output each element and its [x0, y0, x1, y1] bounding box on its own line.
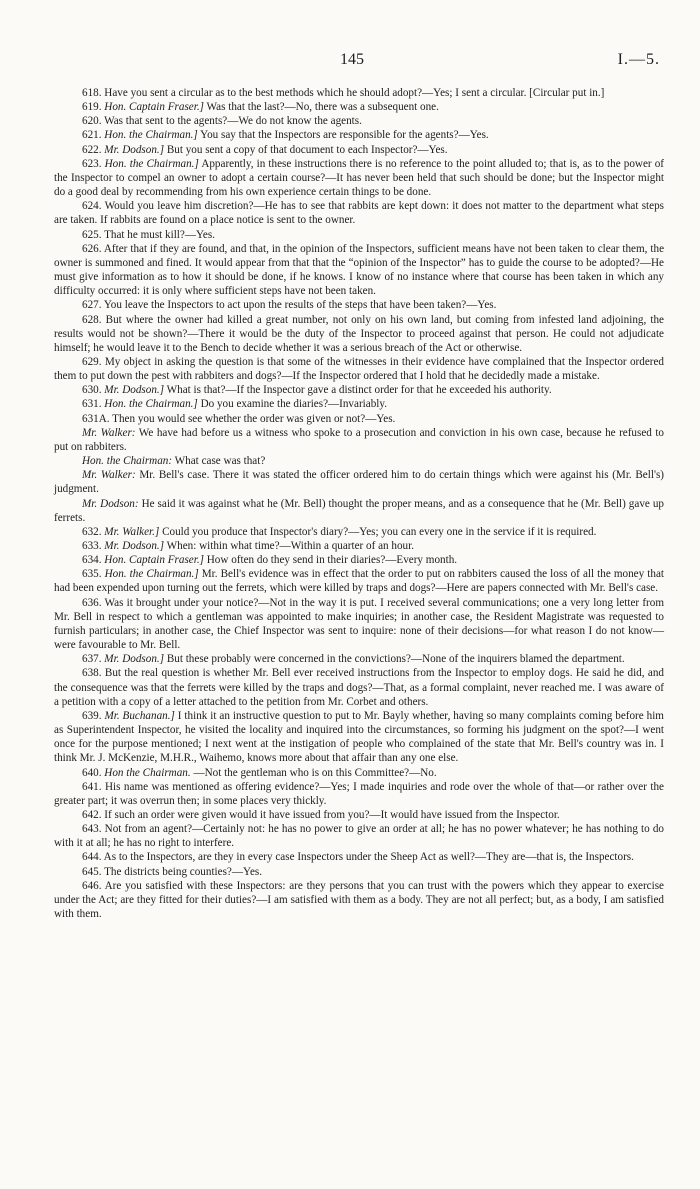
- evidence-paragraph: [54, 454, 664, 468]
- evidence-paragraph: [54, 397, 664, 411]
- paragraph-text: You leave the Inspectors to act upon the results of the steps that have been taken?—Yes.: [103, 299, 497, 312]
- question-number: 637.: [82, 653, 102, 666]
- question-number: 645.: [82, 865, 102, 878]
- speaker-name: Mr. Walker.]: [104, 525, 160, 538]
- evidence-paragraph: [54, 497, 664, 525]
- question-number: 644.: [82, 851, 102, 864]
- speaker-name: Mr. Walker:: [82, 469, 136, 482]
- question-number: 630.: [82, 384, 102, 397]
- speaker-name: Mr. Dodson.]: [104, 384, 165, 397]
- evidence-paragraph: [54, 114, 664, 128]
- paragraph-text: His name was mentioned as offering evidence?—Yes; I made inquiries and rode over the whole of that—or rather over the greater part; it was overrun then; in some places very thickly.: [54, 780, 664, 807]
- page-number: 145: [340, 51, 364, 68]
- question-number: 629.: [82, 355, 102, 368]
- question-number: 620.: [82, 115, 102, 128]
- speaker-name: Hon. the Chairman.]: [104, 568, 199, 581]
- paragraph-text: Apparently, in these instructions there is no reference to the point alluded to; that is, as to the power of the Inspector to compel an owner to adopt a certain course?—It has never been held that such should be done; but the Inspector might do a good deal by recommending from his own experience certain things to be done.: [54, 157, 665, 199]
- paragraph-text: Then you would see whether the order was given or not?—Yes.: [112, 412, 396, 425]
- paragraph-text: What case was that?: [174, 455, 266, 468]
- question-number: 638.: [82, 667, 102, 680]
- evidence-paragraph: [54, 865, 664, 879]
- question-number: 631A.: [82, 412, 110, 425]
- paragraph-text: Was that sent to the agents?—We do not know the agents.: [104, 115, 362, 128]
- question-number: 625.: [82, 228, 102, 241]
- speaker-name: Mr. Dodson:: [82, 497, 139, 510]
- evidence-paragraph: [54, 822, 664, 850]
- evidence-paragraph: [54, 525, 664, 539]
- question-number: 642.: [82, 808, 102, 821]
- speaker-name: Hon. the Chairman:: [82, 455, 173, 468]
- evidence-paragraph: [54, 879, 664, 921]
- paragraph-text: If such an order were given would it have issued from you?—It would have issued from the Inspector.: [104, 808, 560, 821]
- speaker-name: Mr. Dodson.]: [104, 540, 165, 552]
- question-number: 626.: [82, 242, 102, 255]
- evidence-paragraph: [54, 242, 664, 299]
- paragraph-text: —Not the gentleman who is on this Committee?—No.: [193, 766, 437, 779]
- evidence-paragraph: [54, 199, 664, 227]
- question-number: 628.: [82, 313, 102, 326]
- question-number: 623.: [82, 157, 102, 170]
- speaker-name: Hon the Chairman.: [104, 766, 191, 779]
- question-number: 632.: [82, 525, 102, 538]
- paragraph-text: You say that the Inspectors are responsible for the agents?—Yes.: [200, 129, 489, 142]
- question-number: 643.: [82, 823, 102, 836]
- question-number: 631.: [82, 398, 102, 411]
- document-reference: I.—5.: [617, 51, 660, 68]
- evidence-paragraph: [54, 766, 664, 780]
- evidence-paragraph: [54, 426, 664, 454]
- evidence-paragraph: [54, 128, 664, 142]
- evidence-paragraph: [54, 808, 664, 822]
- paragraph-text: My object in asking the question is that some of the witnesses in their evidence have complained that the Inspector ordered them to put down the pest with rabbiters and dogs?—If the Inspector ordered that I hold that he decidedly made a mistake.: [54, 355, 664, 383]
- speaker-name: Mr. Walker:: [82, 426, 136, 439]
- question-number: 627.: [82, 299, 102, 312]
- paragraph-text: Would you leave him discretion?—He has to see that rabbits are kept down: it does not matter to the department what steps are taken. If rabbits are found on a place notice is sent to the owner.: [54, 200, 664, 227]
- evidence-paragraph: [54, 666, 664, 708]
- paragraph-text: Was that the last?—No, there was a subsequent one.: [206, 101, 439, 114]
- evidence-paragraph: [54, 539, 664, 553]
- question-number: 639.: [82, 709, 102, 722]
- question-number: 646.: [82, 879, 102, 892]
- paragraph-text: That he must kill?—Yes.: [104, 228, 215, 241]
- question-number: 635.: [82, 568, 102, 581]
- evidence-paragraph: [54, 553, 664, 567]
- evidence-paragraph: [54, 355, 664, 383]
- paragraph-text: Have you sent a circular as to the best methods which he should adopt?—Yes; I sent a circular. [Circular put in.]: [104, 87, 605, 99]
- evidence-paragraph: [54, 780, 664, 808]
- question-number: 634.: [82, 554, 102, 567]
- speaker-name: Mr. Dodson.]: [104, 143, 165, 156]
- speaker-name: Hon. Captain Fraser.]: [104, 554, 204, 567]
- speaker-name: Mr. Dodson.]: [104, 653, 165, 666]
- paragraph-text: We have had before us a witness who spoke to a prosecution and conviction in his own case, because he refused to put on rabbiters.: [54, 426, 664, 453]
- evidence-paragraph: [54, 298, 664, 312]
- paragraph-text: Are you satisfied with these Inspectors: are they persons that you can trust with the powers which they appear to exercise under the Act; are they fitted for their duties?—I am satisfied with them as a body. They are not all perfect; but, as a body, I am satisfied with them.: [54, 879, 664, 921]
- question-number: 624.: [82, 200, 102, 213]
- question-number: 633.: [82, 540, 102, 552]
- paragraph-text: Could you produce that Inspector's diary?—Yes; you can every one in the service if it is required.: [162, 525, 597, 538]
- evidence-text: [54, 86, 664, 921]
- speaker-name: Hon. Captain Fraser.]: [104, 101, 204, 114]
- question-number: 636.: [82, 596, 102, 609]
- evidence-paragraph: [54, 652, 664, 666]
- paragraph-text: Mr. Bell's case. There it was stated the officer ordered him to do certain things which were against his (Mr. Bell's) judgment.: [54, 469, 664, 496]
- paragraph-text: I think it an instructive question to put to Mr. Bayly whether, having so many complaints coming before him as Superintendent Inspector, he visited the locality and inquired into the circumstances, so forming his judgment on the spot?—I went once for the purpose mentioned; I next went at the instigation of people who complained of the state that Mr. Bell's country was in. I think Mr. J. McKenzie, M.H.R., Waihemo, knows more about that affair than any one else.: [54, 709, 664, 765]
- evidence-paragraph: [54, 468, 664, 496]
- paragraph-text: Mr. Bell's evidence was in effect that the order to put on rabbiters caused the loss of all the money that had been expended upon turning out the ferrets, which were killed by traps and dogs?—Here are papers connected with Mr. Bell's case.: [54, 568, 664, 595]
- paragraph-text: As to the Inspectors, are they in every case Inspectors under the Sheep Act as well?—They are—that is, the Inspectors.: [103, 851, 634, 864]
- evidence-paragraph: [54, 567, 664, 595]
- evidence-paragraph: [54, 596, 664, 653]
- paragraph-text: But where the owner had killed a great number, not only on his own land, but coming from infested land adjoining, the results would not be shown?—There it would be the duty of the Inspector to proceed against that person. He could not adjudicate himself; he would leave it to the Bench to decide whether it was a serious breach of the Act or otherwise.: [54, 313, 664, 354]
- page-header: [0, 51, 700, 73]
- evidence-paragraph: [54, 86, 664, 100]
- evidence-paragraph: [54, 143, 664, 157]
- question-number: 619.: [82, 101, 102, 114]
- question-number: 641.: [82, 780, 102, 793]
- question-number: 618.: [82, 87, 102, 99]
- question-number: 640.: [82, 766, 102, 779]
- paragraph-text: But these probably were concerned in the convictions?—None of the inquirers blamed the department.: [166, 653, 625, 666]
- paragraph-text: When: within what time?—Within a quarter of an hour.: [166, 540, 414, 552]
- paragraph-text: What is that?—If the Inspector gave a distinct order for that he exceeded his authority.: [166, 384, 552, 397]
- paragraph-text: But the real question is whether Mr. Bell ever received instructions from the Inspector to employ dogs. He said he did, and the consequence was that the ferrets were killed by the traps and dogs?—That, as a formal complaint, never reached me. I was aware of a petition with a copy of a letter attached to the petition from Mr. Corbet and others.: [54, 667, 665, 708]
- paragraph-text: After that if they are found, and that, in the opinion of the Inspectors, sufficient means have not been taken to clear them, the owner is summoned and fined. It would appear from that that the “opinion of the Inspector” has to guide the course to be adopted?—He must give information as to how it should be done, if he knows. I know of no instance where that course has been taken in which any difficulty occurred: it is only where sufficient steps have not been taken.: [54, 242, 665, 298]
- evidence-paragraph: [54, 850, 664, 864]
- paragraph-text: But you sent a copy of that document to each Inspector?—Yes.: [166, 143, 448, 156]
- speaker-name: Hon. the Chairman.]: [104, 129, 198, 142]
- question-number: 622.: [82, 143, 102, 156]
- evidence-paragraph: [54, 383, 664, 397]
- evidence-paragraph: [54, 100, 664, 114]
- evidence-paragraph: [54, 157, 664, 199]
- paragraph-text: He said it was against what he (Mr. Bell) thought the proper means, and as a consequence that he (Mr. Bell) gave up ferrets.: [54, 497, 664, 524]
- evidence-paragraph: [54, 412, 664, 426]
- paragraph-text: The districts being counties?—Yes.: [104, 865, 263, 878]
- speaker-name: Hon. the Chairman.]: [104, 157, 199, 170]
- evidence-paragraph: [54, 709, 664, 766]
- speaker-name: Hon. the Chairman.]: [104, 398, 198, 411]
- question-number: 621.: [82, 129, 102, 142]
- speaker-name: Mr. Buchanan.]: [104, 709, 175, 722]
- evidence-paragraph: [54, 313, 664, 355]
- paragraph-text: Not from an agent?—Certainly not: he has no power to give an order at all; he has no power whatever; he has nothing to do with it at all; he has no right to interfere.: [54, 823, 664, 850]
- evidence-paragraph: [54, 228, 664, 242]
- paragraph-text: Do you examine the diaries?—Invariably.: [200, 398, 387, 411]
- paragraph-text: Was it brought under your notice?—Not in the way it is put. I received several communications; one a very long letter from Mr. Bell in respect to which a gentleman was appointed to make inquiries; in another case, the Resident Magistrate was requested to furnish particulars; in another case, the Chief Inspector was sent to inquire: none of their decisions—for what reason I do not know—were favourable to Mr. Bell.: [54, 596, 664, 652]
- paragraph-text: How often do they send in their diaries?—Every month.: [206, 554, 458, 567]
